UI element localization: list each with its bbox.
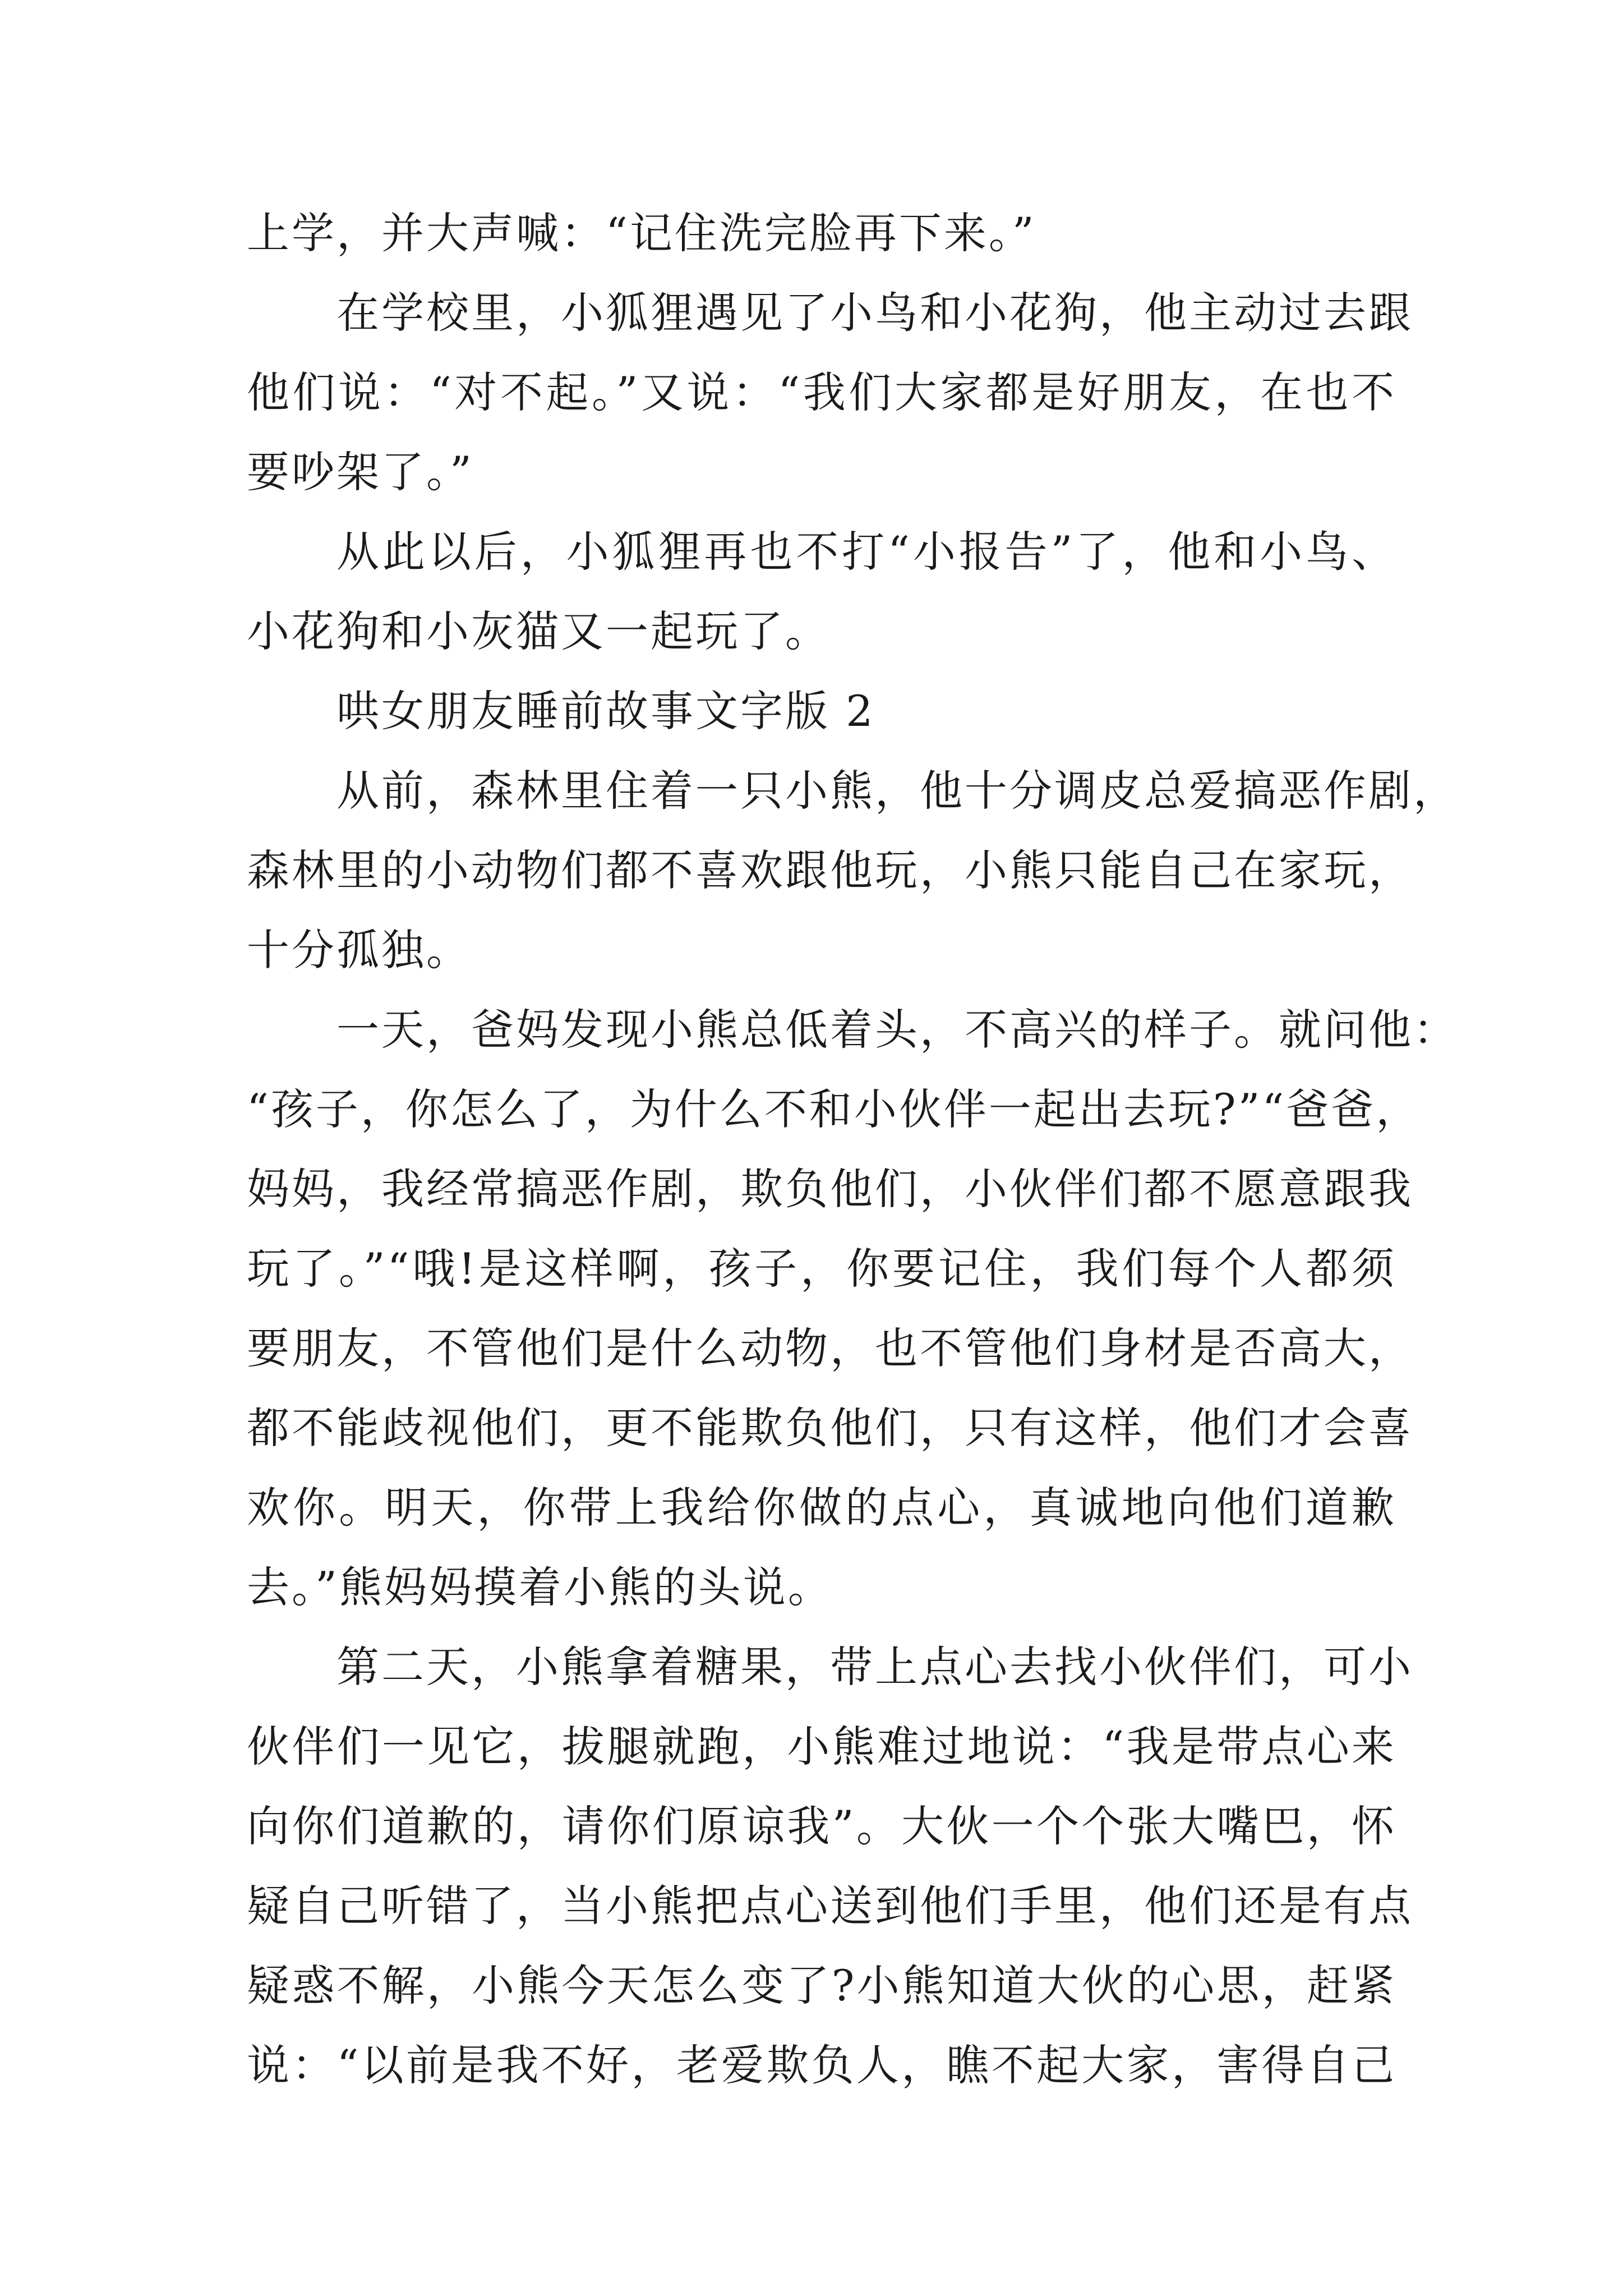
text-line: 他们说：“对不起。”又说：“我们大家都是好朋友，在也不 [247,367,1396,417]
text-line: 说：“以前是我不好，老爱欺负人，瞧不起大家，害得自己 [247,2040,1396,2090]
text-line: 妈妈，我经常搞恶作剧，欺负他们，小伙伴们都不愿意跟我 [247,1164,1413,1214]
text-line: 从此以后，小狐狸再也不打“小报告”了，他和小鸟、 [336,527,1396,577]
text-line: 一天，爸妈发现小熊总低着头，不高兴的样子。就问他： [336,1005,1458,1055]
text-line: 疑自己听错了，当小熊把点心送到他们手里，他们还是有点 [247,1881,1413,1931]
text-line: 都不能歧视他们，更不能欺负他们，只有这样，他们才会喜 [247,1403,1413,1453]
text-line: 上学，并大声喊：“记住洗完脸再下来。” [247,208,1036,258]
text-line: 在学校里，小狐狸遇见了小鸟和小花狗，他主动过去跟 [336,288,1413,338]
text-line: 去。”熊妈妈摸着小熊的头说。 [247,1562,833,1612]
document-body [247,194,1458,2105]
text-line: 十分孤独。 [247,925,471,975]
text-line: “孩子，你怎么了，为什么不和小伙伴一起出去玩?”“爸爸， [247,1084,1421,1134]
text-line: 森林里的小动物们都不喜欢跟他玩，小熊只能自己在家玩， [247,845,1413,895]
text-line: 疑惑不解，小熊今天怎么变了?小熊知道大伙的心思，赶紧 [247,1961,1396,2010]
text-line: 向你们道歉的，请你们原谅我”。大伙一个个张大嘴巴，怀 [247,1801,1396,1851]
text-line: 伙伴们一见它，拔腿就跑，小熊难过地说：“我是带点心来 [247,1722,1396,1772]
text-line: 哄女朋友睡前故事文字版 2 [336,686,875,736]
text-line: 第二天，小熊拿着糖果，带上点心去找小伙伴们，可小 [336,1642,1413,1692]
text-line: 要朋友，不管他们是什么动物，也不管他们身材是否高大， [247,1323,1413,1373]
text-line: 从前，森林里住着一只小熊，他十分调皮总爱搞恶作剧， [336,766,1458,816]
text-line: 小花狗和小灰猫又一起玩了。 [247,606,830,656]
text-line: 欢你。明天，你带上我给你做的点心，真诚地向他们道歉 [247,1483,1396,1533]
text-line: 玩了。”“哦!是这样啊，孩子，你要记住，我们每个人都须 [247,1244,1396,1294]
text-line: 要吵架了。” [247,447,474,497]
